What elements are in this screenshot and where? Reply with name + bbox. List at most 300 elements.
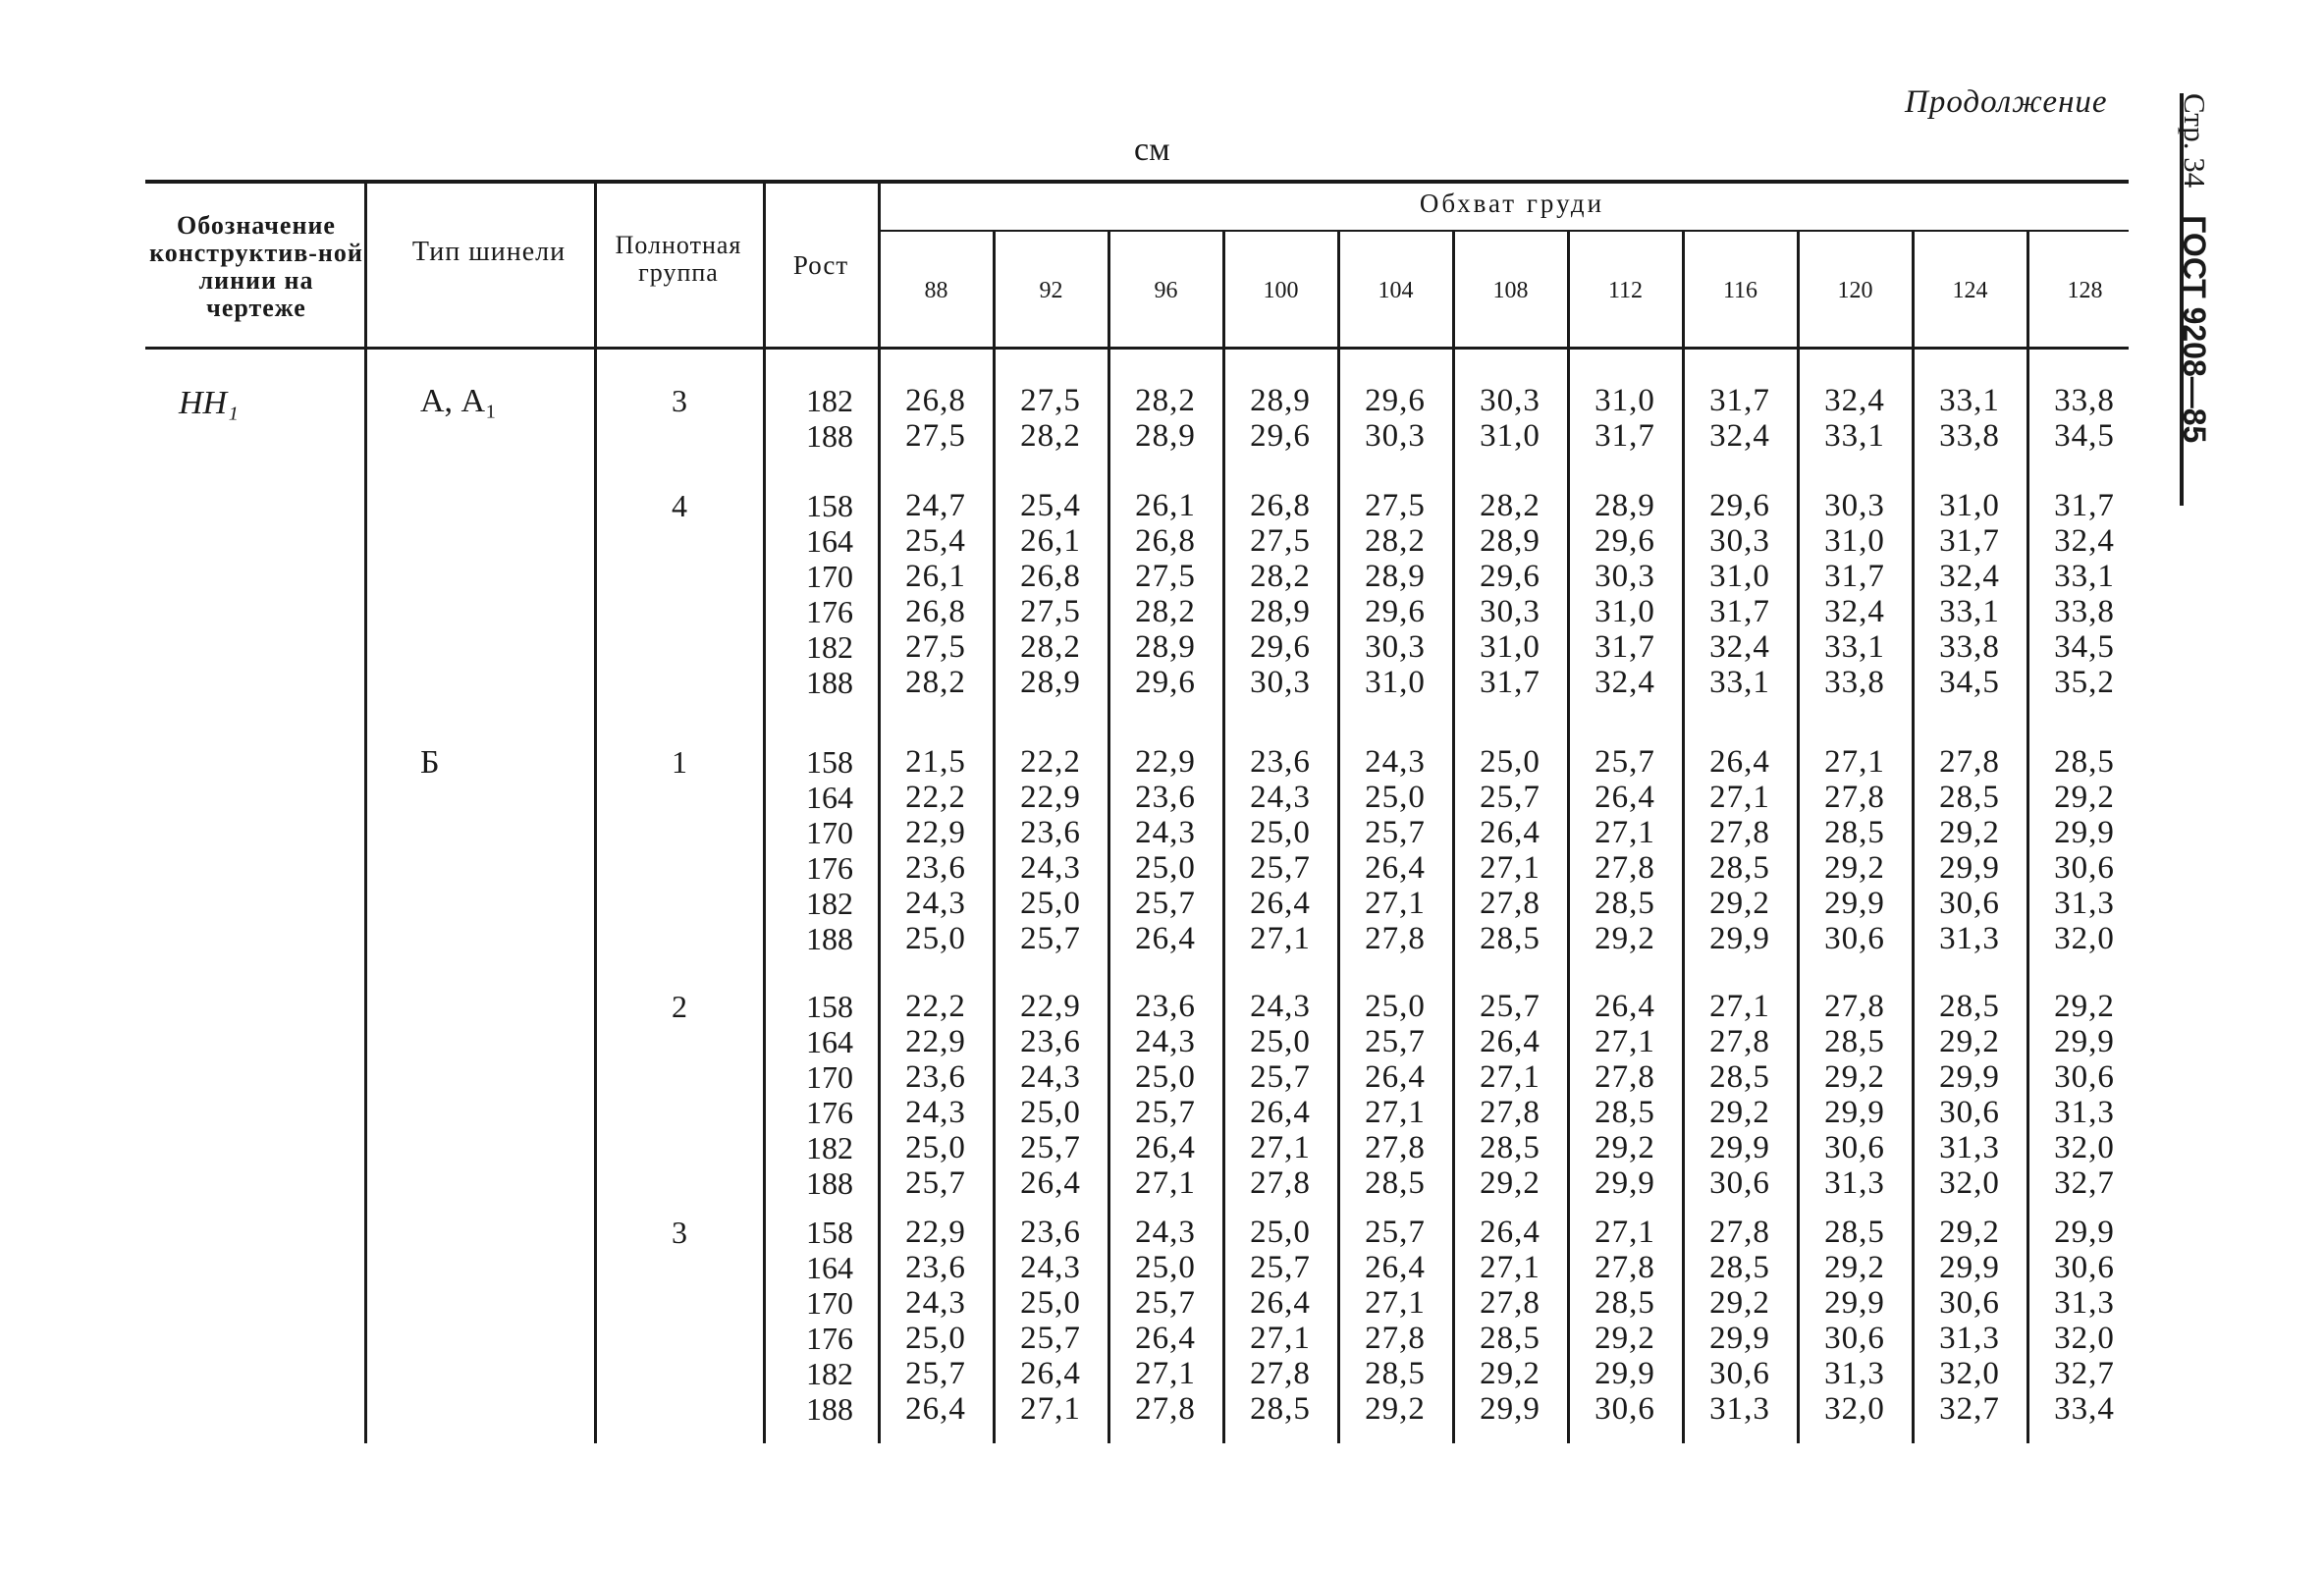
header-bottom-rule [145,347,2129,350]
table-cell: 30,3 [1480,594,1540,629]
table-cell: 27,5 [1135,559,1196,594]
table-cell: 22,2 [1020,744,1081,780]
table-cell: 24,3 [905,886,966,921]
table-cell: 25,7 [1250,1059,1311,1095]
table-cell: 29,6 [1365,383,1426,418]
table-cell: 25,7 [1365,1024,1426,1059]
table-cell: 25,4 [905,523,966,559]
chest-value-header: 100 [1263,278,1299,303]
table-cell: 29,6 [1480,559,1540,594]
height-value: 182 [806,1356,853,1391]
table-cell: 33,1 [1824,629,1885,665]
table-cell: 26,4 [905,1391,966,1427]
table-cell: 32,0 [1939,1165,2000,1201]
header-height: Рост [792,250,849,280]
table-cell: 22,9 [905,1215,966,1250]
table-cell: 29,2 [1480,1165,1540,1201]
table-cell: 27,1 [1824,744,1885,780]
table-cell: 31,0 [1365,665,1426,700]
table-cell: 27,8 [1250,1165,1311,1201]
table-cell: 26,4 [1365,850,1426,886]
table-cell: 28,2 [1480,488,1540,523]
table-cell: 26,4 [1135,1130,1196,1165]
height-value: 164 [806,523,853,559]
table-cell: 26,4 [1480,1024,1540,1059]
table-cell: 27,1 [1480,1250,1540,1285]
table-cell: 26,1 [905,559,966,594]
table-cell: 29,9 [1824,1285,1885,1321]
table-cell: 27,1 [1709,989,1770,1024]
table-cell: 30,6 [1824,921,1885,956]
table-cell: 29,9 [1709,1321,1770,1356]
table-cell: 26,8 [1135,523,1196,559]
table-cell: 27,1 [1709,780,1770,815]
table-cell: 27,8 [1824,989,1885,1024]
line-label: HH₁ [179,385,239,421]
height-value: 182 [806,629,853,665]
table-cell: 30,3 [1480,383,1540,418]
chest-value-header: 92 [1039,278,1063,303]
table-cell: 25,7 [905,1165,966,1201]
table-cell: 22,2 [905,780,966,815]
table-cell: 24,7 [905,488,966,523]
height-value: 176 [806,594,853,629]
table-cell: 31,7 [1594,418,1655,454]
table-cell: 27,1 [1594,815,1655,850]
table-cell: 25,7 [1365,1215,1426,1250]
table-cell: 24,3 [1250,780,1311,815]
table-cell: 28,5 [1250,1391,1311,1427]
height-value: 164 [806,1250,853,1285]
table-cell: 25,0 [1250,1215,1311,1250]
table-cell: 26,4 [1020,1165,1081,1201]
table-cell: 33,8 [2054,594,2115,629]
table-cell: 28,2 [1135,594,1196,629]
table-cell: 28,5 [1480,1130,1540,1165]
table-cell: 31,3 [1939,1130,2000,1165]
table-cell: 25,0 [1135,1059,1196,1095]
table-cell: 32,4 [1939,559,2000,594]
table-cell: 29,9 [1709,921,1770,956]
table-cell: 23,6 [1020,1024,1081,1059]
table-cell: 30,6 [1824,1321,1885,1356]
table-cell: 32,7 [1939,1391,2000,1427]
table-cell: 30,3 [1824,488,1885,523]
table-cell: 29,9 [2054,815,2115,850]
table-cell: 22,9 [905,1024,966,1059]
table-cell: 26,4 [1709,744,1770,780]
table-cell: 22,9 [905,815,966,850]
height-value: 176 [806,850,853,886]
column-rule [594,184,597,1443]
table-cell: 25,0 [1365,780,1426,815]
table-cell: 27,5 [1020,383,1081,418]
height-value: 170 [806,815,853,850]
height-value: 182 [806,383,853,418]
table-cell: 31,0 [1594,594,1655,629]
table-cell: 28,5 [1480,921,1540,956]
fullness-group-value: 3 [672,1215,687,1250]
table-cell: 23,6 [905,850,966,886]
table-cell: 28,5 [1824,815,1885,850]
table-cell: 29,2 [1480,1356,1540,1391]
table-cell: 27,5 [905,629,966,665]
table-cell: 27,1 [1250,1321,1311,1356]
page-number: Стр. 34 [2178,93,2212,189]
table-cell: 28,2 [1250,559,1311,594]
table-cell: 28,5 [1709,1059,1770,1095]
table-cell: 25,7 [1365,815,1426,850]
header-coat-type: Тип шинели [411,237,567,267]
table-cell: 26,4 [1020,1356,1081,1391]
table-cell: 29,2 [2054,780,2115,815]
table-cell: 29,2 [1939,815,2000,850]
table-cell: 32,0 [1824,1391,1885,1427]
table-cell: 27,8 [1480,1285,1540,1321]
fullness-group-value: 3 [672,383,687,418]
table-cell: 31,7 [2054,488,2115,523]
table-cell: 29,9 [1480,1391,1540,1427]
chest-value-header: 96 [1154,278,1178,303]
table-cell: 27,8 [1939,744,2000,780]
table-cell: 25,0 [1250,1024,1311,1059]
table-cell: 33,1 [1939,594,2000,629]
table-cell: 31,7 [1824,559,1885,594]
table-cell: 30,3 [1709,523,1770,559]
table-cell: 27,8 [1594,850,1655,886]
fullness-group-value: 4 [672,488,687,523]
table-cell: 24,3 [905,1285,966,1321]
table-cell: 28,5 [1365,1356,1426,1391]
table-cell: 31,3 [2054,1095,2115,1130]
table-cell: 27,8 [1709,815,1770,850]
table-cell: 25,0 [1020,886,1081,921]
table-cell: 28,2 [1135,383,1196,418]
chest-value-header: 116 [1722,278,1758,303]
table-cell: 31,7 [1594,629,1655,665]
column-rule [763,184,766,1443]
height-value: 182 [806,1130,853,1165]
table-cell: 29,2 [1824,1059,1885,1095]
table-cell: 28,9 [1480,523,1540,559]
table-cell: 25,0 [1020,1095,1081,1130]
table-cell: 31,3 [1824,1356,1885,1391]
table-cell: 30,6 [2054,1250,2115,1285]
table-cell: 26,4 [1594,780,1655,815]
table-cell: 34,5 [2054,629,2115,665]
height-value: 170 [806,1059,853,1095]
table-cell: 33,1 [2054,559,2115,594]
table-cell: 27,1 [1020,1391,1081,1427]
table-cell: 32,0 [1939,1356,2000,1391]
table-cell: 24,3 [1135,1024,1196,1059]
table-cell: 25,4 [1020,488,1081,523]
table-cell: 29,9 [2054,1024,2115,1059]
table-cell: 25,0 [905,1130,966,1165]
table-cell: 28,9 [1135,418,1196,454]
table-cell: 25,7 [1480,989,1540,1024]
table-cell: 27,8 [1480,1095,1540,1130]
height-value: 188 [806,418,853,454]
table-cell: 26,4 [1250,1095,1311,1130]
table-cell: 29,6 [1250,418,1311,454]
table-cell: 25,0 [905,921,966,956]
height-value: 170 [806,1285,853,1321]
table-cell: 25,0 [1365,989,1426,1024]
table-cell: 28,5 [1480,1321,1540,1356]
table-cell: 30,6 [1939,1095,2000,1130]
side-caption [2165,93,2224,515]
height-value: 170 [806,559,853,594]
table-cell: 22,9 [1020,989,1081,1024]
table-cell: 30,3 [1365,418,1426,454]
table-cell: 26,1 [1020,523,1081,559]
table-cell: 28,5 [1594,1285,1655,1321]
table-cell: 33,1 [1709,665,1770,700]
table-cell: 23,6 [1020,815,1081,850]
height-value: 188 [806,665,853,700]
table-cell: 25,7 [1135,1095,1196,1130]
table-cell: 30,6 [1939,1285,2000,1321]
table-cell: 25,7 [1135,886,1196,921]
chest-value-header: 104 [1378,278,1414,303]
table-cell: 33,8 [1939,629,2000,665]
table-cell: 28,2 [1020,629,1081,665]
table-cell: 23,6 [1020,1215,1081,1250]
table-cell: 29,9 [2054,1215,2115,1250]
table-cell: 27,1 [1135,1165,1196,1201]
table-cell: 29,2 [1594,1130,1655,1165]
table-cell: 32,0 [2054,921,2115,956]
table-cell: 31,7 [1939,523,2000,559]
table-cell: 33,8 [1939,418,2000,454]
height-value: 176 [806,1321,853,1356]
table-cell: 28,9 [1594,488,1655,523]
table-cell: 28,2 [1020,418,1081,454]
table-cell: 29,6 [1709,488,1770,523]
table-cell: 28,9 [1250,383,1311,418]
table-cell: 29,2 [2054,989,2115,1024]
table-cell: 29,9 [1709,1130,1770,1165]
table-cell: 21,5 [905,744,966,780]
table-cell: 23,6 [905,1250,966,1285]
table-cell: 29,6 [1594,523,1655,559]
table-cell: 28,2 [1365,523,1426,559]
table-cell: 29,2 [1824,1250,1885,1285]
table-cell: 32,7 [2054,1165,2115,1201]
table-cell: 33,1 [1939,383,2000,418]
table-cell: 26,4 [1250,1285,1311,1321]
table-cell: 27,8 [1709,1215,1770,1250]
table-cell: 25,0 [1135,850,1196,886]
height-value: 176 [806,1095,853,1130]
table-cell: 28,9 [1135,629,1196,665]
table-cell: 29,2 [1939,1215,2000,1250]
table-cell: 32,4 [1824,383,1885,418]
table-cell: 32,0 [2054,1321,2115,1356]
table-cell: 35,2 [2054,665,2115,700]
table-cell: 25,7 [1135,1285,1196,1321]
table-cell: 26,8 [1250,488,1311,523]
table-cell: 29,2 [1709,1095,1770,1130]
table-cell: 27,5 [1020,594,1081,629]
table-cell: 27,8 [1135,1391,1196,1427]
table-cell: 31,0 [1480,629,1540,665]
header-designation: Обозначение конструктив-ной линии на чертеже [149,211,363,322]
header-chest-girth: Обхват груди [1419,189,1605,218]
table-cell: 27,8 [1709,1024,1770,1059]
table-cell: 28,5 [1365,1165,1426,1201]
continuation-label: Продолжение [1905,84,2108,120]
table-cell: 26,4 [1480,815,1540,850]
table-cell: 27,1 [1250,921,1311,956]
table-cell: 25,0 [1020,1285,1081,1321]
table-cell: 27,8 [1824,780,1885,815]
table-cell: 27,8 [1480,886,1540,921]
table-cell: 29,6 [1250,629,1311,665]
table-cell: 32,4 [1709,629,1770,665]
table-cell: 30,3 [1250,665,1311,700]
table-cell: 25,7 [1250,1250,1311,1285]
table-cell: 24,3 [1365,744,1426,780]
height-value: 158 [806,488,853,523]
table-cell: 24,3 [1020,1059,1081,1095]
height-value: 188 [806,921,853,956]
table-cell: 31,3 [1939,1321,2000,1356]
table-cell: 27,8 [1594,1250,1655,1285]
table-cell: 26,1 [1135,488,1196,523]
table-cell: 33,4 [2054,1391,2115,1427]
table-cell: 27,1 [1480,1059,1540,1095]
table-cell: 31,0 [1709,559,1770,594]
table-cell: 30,3 [1594,559,1655,594]
table-cell: 23,6 [1135,989,1196,1024]
table-cell: 27,1 [1480,850,1540,886]
table-cell: 30,6 [1939,886,2000,921]
table-cell: 28,5 [1939,780,2000,815]
table-cell: 25,7 [1020,1321,1081,1356]
height-value: 164 [806,1024,853,1059]
chest-value-header: 120 [1837,278,1873,303]
table-cell: 32,4 [2054,523,2115,559]
chest-value-header: 108 [1492,278,1529,303]
table-cell: 25,0 [1480,744,1540,780]
table-cell: 25,7 [1250,850,1311,886]
chest-subheader-rule [879,230,2129,232]
table-cell: 32,4 [1709,418,1770,454]
table-cell: 31,0 [1824,523,1885,559]
table-cell: 26,4 [1480,1215,1540,1250]
table-cell: 30,6 [1824,1130,1885,1165]
chest-value-header: 88 [924,278,948,303]
height-value: 188 [806,1391,853,1427]
table-cell: 32,0 [2054,1130,2115,1165]
table-cell: 24,3 [905,1095,966,1130]
table-cell: 28,5 [1824,1024,1885,1059]
table-cell: 29,9 [1939,1059,2000,1095]
table-cell: 25,7 [1594,744,1655,780]
table-cell: 29,9 [1824,886,1885,921]
table-cell: 28,2 [905,665,966,700]
fullness-group-value: 1 [672,744,687,780]
table-cell: 30,6 [1709,1356,1770,1391]
table-cell: 27,1 [1250,1130,1311,1165]
table-cell: 23,6 [905,1059,966,1095]
table-cell: 27,8 [1250,1356,1311,1391]
table-cell: 31,3 [1939,921,2000,956]
standard-number: ГОСТ 9208—85 [2177,215,2213,444]
height-value: 164 [806,780,853,815]
table-cell: 27,1 [1135,1356,1196,1391]
table-cell: 23,6 [1135,780,1196,815]
table-cell: 29,9 [1594,1165,1655,1201]
table-cell: 30,6 [1709,1165,1770,1201]
table-cell: 29,9 [1939,850,2000,886]
table-cell: 28,5 [1709,850,1770,886]
table-cell: 25,7 [1480,780,1540,815]
table-cell: 32,4 [1824,594,1885,629]
table-top-rule [145,180,2129,184]
table-cell: 28,9 [1365,559,1426,594]
table-cell: 28,5 [1594,1095,1655,1130]
table-cell: 32,7 [2054,1356,2115,1391]
table-cell: 28,5 [1709,1250,1770,1285]
table-cell: 23,6 [1250,744,1311,780]
table-cell: 26,4 [1135,1321,1196,1356]
table-cell: 33,8 [1824,665,1885,700]
table-cell: 27,1 [1365,1095,1426,1130]
height-value: 182 [806,886,853,921]
table-cell: 27,8 [1594,1059,1655,1095]
table-cell: 29,9 [1939,1250,2000,1285]
chest-value-header: 124 [1952,278,1988,303]
table-cell: 24,3 [1020,1250,1081,1285]
table-cell: 27,1 [1594,1024,1655,1059]
table-cell: 28,5 [1824,1215,1885,1250]
table-cell: 28,5 [1939,989,2000,1024]
column-rule [364,184,367,1443]
table-cell: 26,4 [1250,886,1311,921]
table-cell: 29,2 [1709,1285,1770,1321]
table-cell: 30,3 [1365,629,1426,665]
table-cell: 27,5 [905,418,966,454]
height-value: 158 [806,989,853,1024]
table-cell: 27,8 [1365,1321,1426,1356]
table-cell: 28,5 [1594,886,1655,921]
table-cell: 26,4 [1365,1059,1426,1095]
table-cell: 24,3 [1135,1215,1196,1250]
table-cell: 25,0 [1250,815,1311,850]
table-cell: 28,9 [1020,665,1081,700]
table-cell: 29,2 [1594,1321,1655,1356]
table-cell: 31,3 [1824,1165,1885,1201]
table-cell: 30,6 [1594,1391,1655,1427]
table-cell: 25,0 [1135,1250,1196,1285]
table-cell: 26,8 [1020,559,1081,594]
table-cell: 29,9 [1824,1095,1885,1130]
chest-value-header: 128 [2067,278,2103,303]
table-cell: 31,3 [2054,1285,2115,1321]
table-cell: 24,3 [1135,815,1196,850]
table-cell: 26,4 [1365,1250,1426,1285]
table-cell: 22,9 [1135,744,1196,780]
height-value: 188 [806,1165,853,1201]
table-cell: 34,5 [2054,418,2115,454]
table-cell: 25,7 [905,1356,966,1391]
table-cell: 25,7 [1020,1130,1081,1165]
chest-value-header: 112 [1607,278,1644,303]
table-cell: 29,2 [1365,1391,1426,1427]
